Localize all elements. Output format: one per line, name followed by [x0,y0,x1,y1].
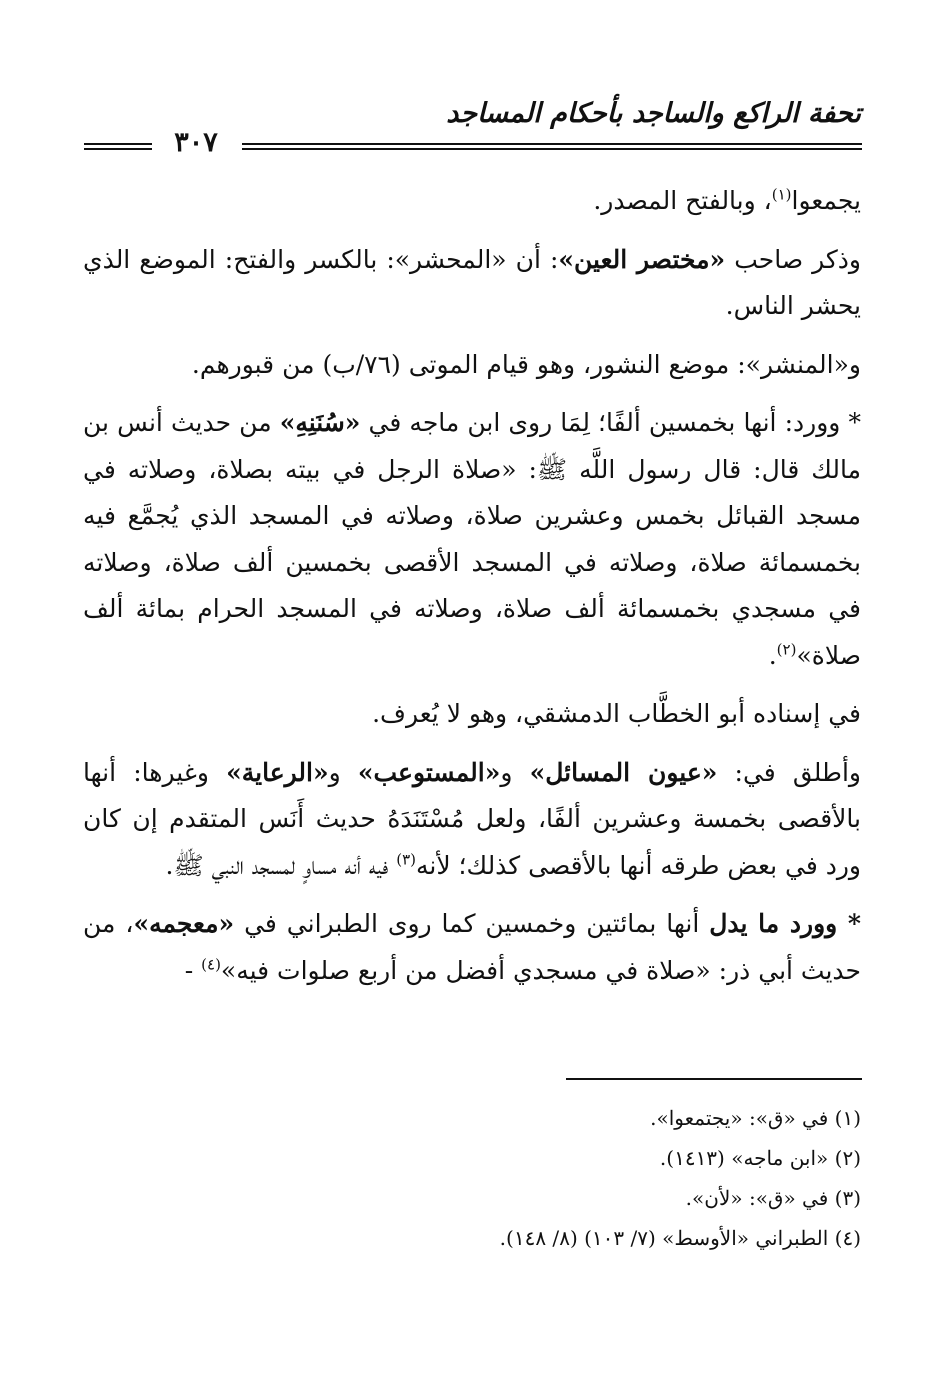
bold-term: * وورد ما يدل [709,909,861,938]
footnote-marker: (١) [771,185,792,204]
text-segment: فيه أنه مساوٍ لمسجد النبي ﷺ. [165,850,397,880]
bold-term: «معجمه» [133,909,235,938]
footnote-marker: (٤) [201,955,221,974]
bold-term: «المستوعب» [357,757,501,787]
header-rule-long [242,143,862,150]
bold-term: «الرعاية» [226,757,329,787]
paragraph-7 [83,901,861,994]
footnote-marker: (٢) [776,640,797,659]
text-segment: * وورد: أنها بخمسين ألفًا؛ لِمَا روى ابن ماجه في [360,408,861,437]
text-segment: في إسناده أبو الخطَّاب الدمشقي، وهو لا يُعرف. [372,699,861,728]
paragraph-3 [83,342,861,389]
bold-term: «سُنَنِهِ» [279,408,361,437]
paragraph-5 [83,691,861,738]
footnotes [83,1098,861,1258]
footnote-2: (٢) «ابن ماجه» (١٤١٣). [659,1146,861,1170]
paragraph-6 [83,750,861,890]
main-text [83,178,861,1006]
footnote-marker: (٣) [396,850,416,869]
text-segment: - [184,955,202,985]
text-segment: : أن «المحشر»: بالكسر والفتح: الموضع الذي يحشر الناس. [83,244,861,320]
footnote-1: (١) في «ق»: «يجتمعوا». [650,1106,861,1130]
paragraph-4 [83,400,861,679]
page-number: ٣٠٧ [174,127,218,158]
paragraph-1 [83,178,861,225]
text-segment: وأطلق في: [717,757,861,787]
text-segment: من حديث أنس بن مالك قال: قال رسول اللَّه ﷺ: «صلاة الرجل في بيته بصلاة، وصلاته في مسجد القبائل بخمس وعشرين صلاة، وصلاته في المسجد الذي يُجمَّع فيه بخمسمائة صلاة، وصلاته في المسجد الأقصى بخمسين ألف صلاة، وصلاته في مسجدي بخمسمائة ألف صلاة، وصلاته في المسجد الحرام بمائة ألف صلاة» [83,408,861,670]
text-segment: و [500,757,530,787]
bold-term: «مختصر العين» [558,244,726,274]
paragraph-2 [83,237,861,330]
text-segment: وذكر صاحب [725,244,862,274]
bold-term: «عيون المسائل» [529,757,718,787]
header-rule-short [84,143,152,150]
running-title: تحفة الراكع والساجد بأحكام المساجد [446,98,861,129]
text-segment: . [768,640,777,670]
footnote-separator [566,1078,862,1080]
text-segment: يجمعوا [791,186,861,215]
footnote-4: (٤) الطبراني «الأوسط» (٧/ ١٠٣) (٨/ ١٤٨). [499,1226,861,1250]
text-segment: ، من حديث أبي ذر: «صلاة في مسجدي أفضل من أربع صلوات فيه» [83,909,861,985]
text-segment: وغيرها: أنها بالأقصى بخمسة وعشرين ألفًا، ولعل مُسْتَنَدَهُ حديث أَنَس المتقدم إن كان ورد في بعض طرقه أنها بالأقصى كذلك؛ لأنه [83,757,861,880]
text-segment: ، وبالفتح المصدر. [593,186,772,215]
text-segment: أنها بمائتين وخمسين كما روى الطبراني في [234,909,710,938]
footnote-3: (٣) في «ق»: «لأن». [685,1186,861,1210]
text-segment: و«المنشر»: موضع النشور، وهو قيام الموتى (٧٦/ب) من قبورهم. [191,349,861,379]
text-segment: و [328,757,358,787]
